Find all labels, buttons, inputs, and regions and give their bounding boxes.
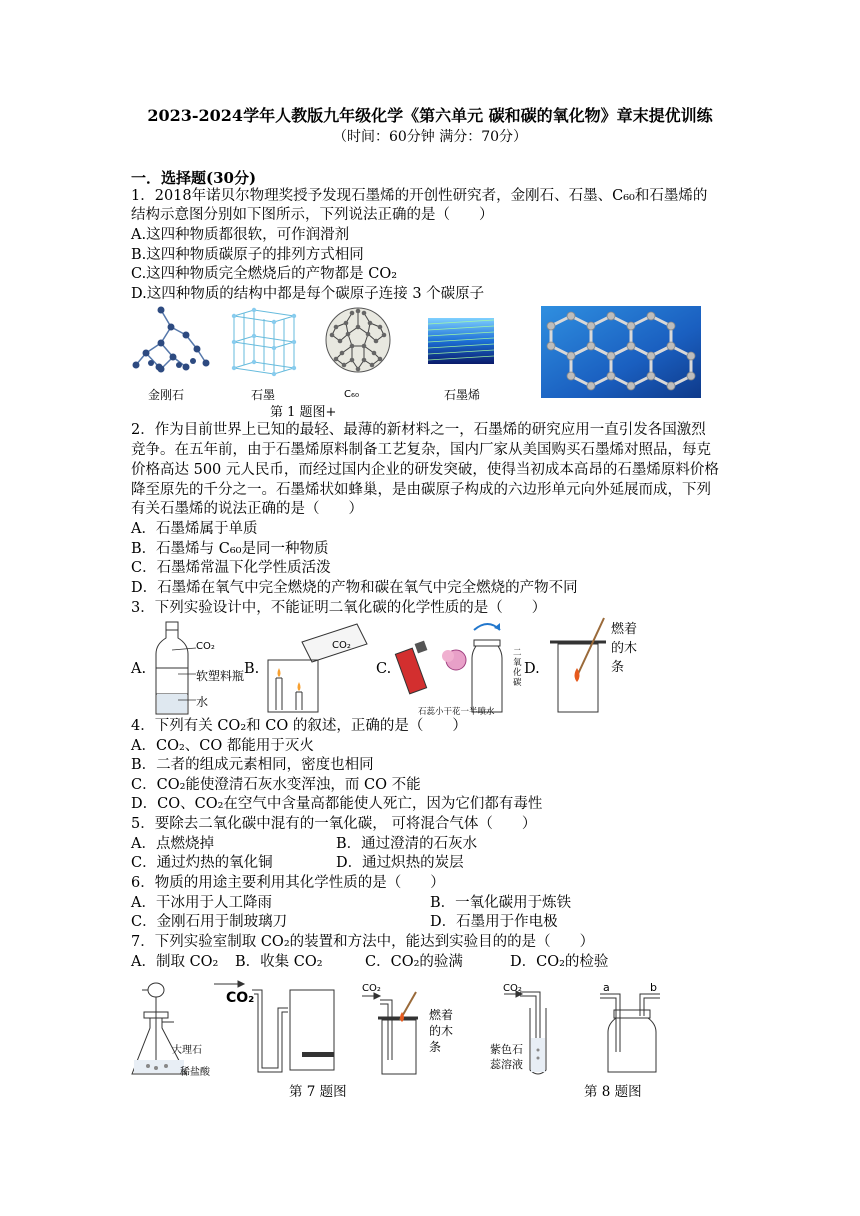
q7c-label-line2: 的木 — [429, 1024, 454, 1038]
q4-stem-line1: 4．下列有关 CO₂和 CO 的叙述，正确的是（ ） — [131, 718, 467, 734]
q1-option-d: D.这四种物质的结构中都是每个碳原子连接 3 个碳原子 — [131, 286, 485, 302]
q7c-label-line1: 燃着 — [429, 1008, 454, 1022]
q2-stem-line1: 2．作为目前世界上已知的最轻、最薄的新材料之一，石墨烯的研究应用一直引发各国激烈 — [131, 422, 706, 438]
q2-stem-line3: 价格高达 500 元人民币，而经过国内企业的研发突破，使得当初成本高昂的石墨烯原料价格 — [131, 462, 719, 478]
q7-stem-line1: 7．下列实验室制取 CO₂的装置和方法中，能达到实验目的的是（ ） — [131, 934, 595, 950]
q7-option-b: B．收集 CO₂ — [235, 954, 323, 970]
q3a-label-co2: CO₂ — [196, 641, 215, 652]
q3c-caption: 石蕊小干花一半喷水 — [418, 707, 495, 717]
q7c-label-co2: CO₂ — [362, 983, 381, 994]
q5-option-c: C．通过灼热的氧化铜 — [131, 855, 273, 871]
q5-option-d: D．通过炽热的炭层 — [336, 855, 464, 871]
graphene-lattice-figure — [541, 306, 701, 398]
q3-option-b-letter: B. — [244, 661, 260, 677]
q8-figure-caption: 第 8 题图 — [584, 1084, 642, 1100]
q6-stem-line1: 6．物质的用途主要利用其化学性质的是（ ） — [131, 875, 445, 891]
q3-option-a-letter: A. — [131, 661, 147, 677]
q6-option-b: B．一氧化碳用于炼铁 — [430, 895, 572, 911]
q1-figure-caption: 第 1 题图+ — [270, 405, 337, 420]
q7d-label-line1: 紫色石 — [490, 1043, 523, 1056]
q3d-label-line2: 的木 — [611, 641, 638, 656]
q7d-label-co2: CO₂ — [503, 983, 522, 994]
q7d-label-line2: 蕊溶液 — [490, 1058, 523, 1071]
q8-label-a: a — [603, 981, 610, 994]
q1-option-a: A.这四种物质都很软，可作润滑剂 — [131, 227, 350, 243]
plastic-bottle-figure — [148, 620, 198, 718]
q2-option-c: C．石墨烯常温下化学性质活泼 — [131, 560, 331, 576]
spray-flower-jar-figure — [396, 618, 531, 716]
q2-option-b: B．石墨烯与 C₆₀是同一种物质 — [131, 541, 329, 557]
q7a-label-marble: 大理石 — [172, 1045, 202, 1056]
q3-option-c-letter: C. — [376, 661, 392, 677]
q5-stem-line1: 5．要除去二氧化碳中混有的一氧化碳， 可将混合气体（ ） — [131, 816, 537, 832]
q5-option-a: A．点燃烧掉 — [131, 836, 214, 852]
q1-option-b: B.这四种物质碳原子的排列方式相同 — [131, 247, 364, 263]
page-subtitle: （时间：60分钟 满分：70分） — [332, 129, 528, 145]
figure-label-diamond: 金刚石 — [148, 388, 185, 402]
q7-figure-caption: 第 7 题图 — [289, 1084, 347, 1100]
page-title: 2023-2024学年人教版九年级化学《第六单元 碳和碳的氧化物》章末提优训练 — [147, 106, 713, 125]
q3a-label-bottle: 软塑料瓶 — [196, 669, 245, 683]
q2-stem-line5: 有关石墨烯的说法正确的是（ ） — [131, 501, 363, 517]
q7-option-c: C．CO₂的验满 — [365, 954, 463, 970]
q1-option-c: C.这四种物质完全燃烧后的产物都是 CO₂ — [131, 266, 398, 282]
q3c-vertical-label: 二氧化碳 — [513, 648, 522, 688]
q5-option-b: B．通过澄清的石灰水 — [336, 836, 478, 852]
q1-stem-line1: 1．2018年诺贝尔物理奖授予发现石墨烯的开创性研究者，金刚石、石墨、C₆₀和石墨烯的 — [131, 188, 708, 204]
q1-stem-line2: 结构示意图分别如下图所示，下列说法正确的是（ ） — [131, 207, 494, 223]
candles-beaker-figure — [262, 622, 372, 714]
figure-label-c60: C₆₀ — [344, 389, 359, 400]
q3d-label-line3: 条 — [611, 660, 625, 675]
q2-stem-line4: 降至原先的千分之一。石墨烯状如蜂巢，是由碳原子构成的六边形单元向外延展而成，下列 — [131, 482, 711, 498]
section-heading: 一．选择题(30分) — [131, 169, 257, 187]
graphite-structure-figure — [228, 306, 300, 376]
q4-option-d: D．CO、CO₂在空气中含量高都能使人死亡，因为它们都有毒性 — [131, 796, 543, 812]
q4-option-a: A．CO₂、CO 都能用于灭火 — [131, 738, 314, 754]
q7-option-a: A．制取 CO₂ — [131, 954, 219, 970]
q3b-label-co2: CO₂ — [332, 640, 351, 651]
q2-stem-line2: 竞争。在五年前，由于石墨烯原料制备工艺复杂，国内厂家从美国购买石墨烯对照品，每克 — [131, 442, 711, 458]
q3-stem-line1: 3．下列实验设计中，不能证明二氧化碳的化学性质的是（ ） — [131, 600, 547, 616]
q8-label-b: b — [650, 981, 657, 994]
q6-option-d: D．石墨用于作电极 — [430, 914, 558, 930]
q7c-label-line3: 条 — [429, 1040, 442, 1054]
q7-option-d: D．CO₂的检验 — [510, 954, 609, 970]
gas-bottle-ab-figure — [596, 988, 666, 1076]
q7b-label-co2: CO₂ — [226, 990, 255, 1006]
q4-option-c: C．CO₂能使澄清石灰水变浑浊，而 CO 不能 — [131, 777, 421, 793]
q3d-label-line1: 燃着 — [611, 622, 638, 637]
burning-stick-jar-figure — [550, 616, 610, 714]
q4-option-b: B．二者的组成元素相同，密度也相同 — [131, 757, 374, 773]
q3a-label-water: 水 — [196, 695, 209, 709]
graphene-small-figure — [428, 318, 494, 364]
figure-label-graphite: 石墨 — [251, 388, 276, 402]
q6-option-a: A．干冰用于人工降雨 — [131, 895, 272, 911]
figure-label-graphene: 石墨烯 — [444, 388, 481, 402]
c60-structure-figure — [322, 305, 394, 375]
q7a-label-acid: 稀盐酸 — [180, 1067, 210, 1078]
q2-option-d: D．石墨烯在氧气中完全燃烧的产物和碳在氧气中完全燃烧的产物不同 — [131, 580, 578, 596]
q6-option-c: C．金刚石用于制玻璃刀 — [131, 914, 288, 930]
diamond-structure-figure — [131, 305, 211, 375]
co2-full-test-figure — [360, 990, 420, 1078]
q2-option-a: A．石墨烯属于单质 — [131, 521, 258, 537]
q3-option-d-letter: D. — [524, 661, 540, 677]
